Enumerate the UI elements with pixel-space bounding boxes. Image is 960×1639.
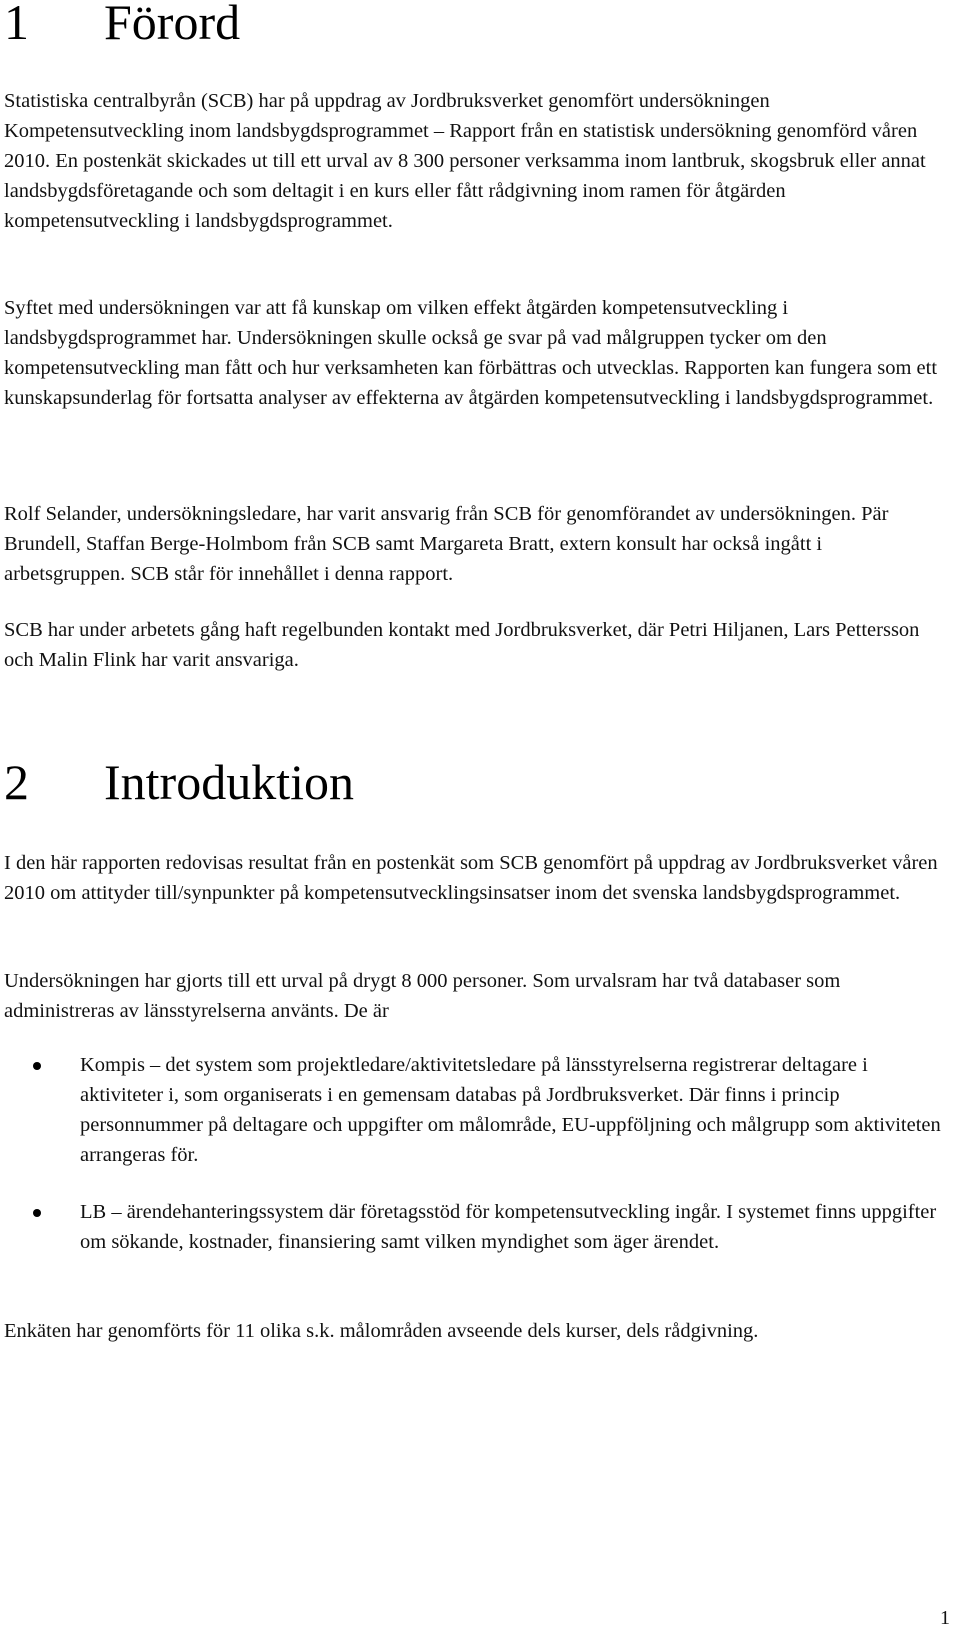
paragraph: Statistiska centralbyrån (SCB) har på uppdrag av Jordbruksverket genomfört undersökningen Kompetensutveckling inom landsbygdsprogrammet – Rapport från en statistisk undersökning genomförd våren 2010. En postenkät skickades ut till ett urval av 8 300 personer verksamma inom lantbruk, skogsbruk eller annat landsbygdsföretagande och som deltagit i en kurs eller fått rådgivning inom ramen för åtgärden kompetensutveckling i landsbygdsprogrammet. bbox=[4, 90, 926, 232]
list-item bbox=[0, 1197, 950, 1257]
list-item-text: LB – ärendehanteringssystem där företagsstöd för kompetensutveckling ingår. I systemet finns uppgifter om sökande, kostnader, finansiering samt vilken myndighet som äger ärendet. bbox=[80, 1201, 937, 1253]
list-item-text: Kompis – det system som projektledare/aktivitetsledare på länsstyrelserna registrerar deltagare i aktiviteter i, som organiserats i en gemensam databas på Jordbruksverket. Där finns i princip personnummer på deltagare och uppgifter om målområde, EU-uppföljning och målgrupp som aktiviteten arrangeras för. bbox=[80, 1054, 941, 1166]
paragraph: Enkäten har genomförts för 11 olika s.k. målområden avseende dels kurser, dels rådgivning. bbox=[4, 1320, 759, 1342]
section-title: Introduktion bbox=[104, 754, 354, 810]
paragraph: SCB har under arbetets gång haft regelbunden kontakt med Jordbruksverket, där Petri Hiljanen, Lars Pettersson och Malin Flink har varit ansvariga. bbox=[4, 619, 920, 671]
paragraph: I den här rapporten redovisas resultat från en postenkät som SCB genomfört på uppdrag av Jordbruksverket våren 2010 om attityder till/synpunkter på kompetensutvecklingsinsatser inom det svenska landsbygdsprogrammet. bbox=[4, 852, 938, 904]
section-number: 1 bbox=[4, 0, 29, 50]
section-heading-forord bbox=[4, 0, 240, 48]
section-number: 2 bbox=[4, 754, 29, 810]
bullet-dot-icon bbox=[33, 1062, 41, 1070]
paragraph: Syftet med undersökningen var att få kunskap om vilken effekt åtgärden kompetensutveckling i landsbygdsprogrammet har. Undersökningen skulle också ge svar på vad målgruppen tycker om den kompetensutveckling man fått och hur verksamheten kan förbättras och utvecklas. Rapporten kan fungera som ett kunskapsunderlag för fortsatta analyser av effekterna av åtgärden kompetensutveckling i landsbygdsprogrammet. bbox=[4, 297, 938, 409]
list-item bbox=[0, 1050, 950, 1170]
bullet-dot-icon bbox=[33, 1209, 41, 1217]
section-title: Förord bbox=[104, 0, 241, 50]
page-number: 1 bbox=[940, 1607, 950, 1629]
bullet-list bbox=[0, 1050, 950, 1257]
paragraph: Undersökningen har gjorts till ett urval på drygt 8 000 personer. Som urvalsram har två databaser som administreras av länsstyrelserna använts. De är bbox=[4, 970, 841, 1022]
section-heading-introduktion bbox=[4, 756, 354, 808]
paragraph: Rolf Selander, undersökningsledare, har varit ansvarig från SCB för genomförandet av undersökningen. Pär Brundell, Staffan Berge-Holmbom från SCB samt Margareta Bratt, extern konsult har också ingått i arbetsgruppen. SCB står för innehållet i denna rapport. bbox=[4, 503, 889, 585]
